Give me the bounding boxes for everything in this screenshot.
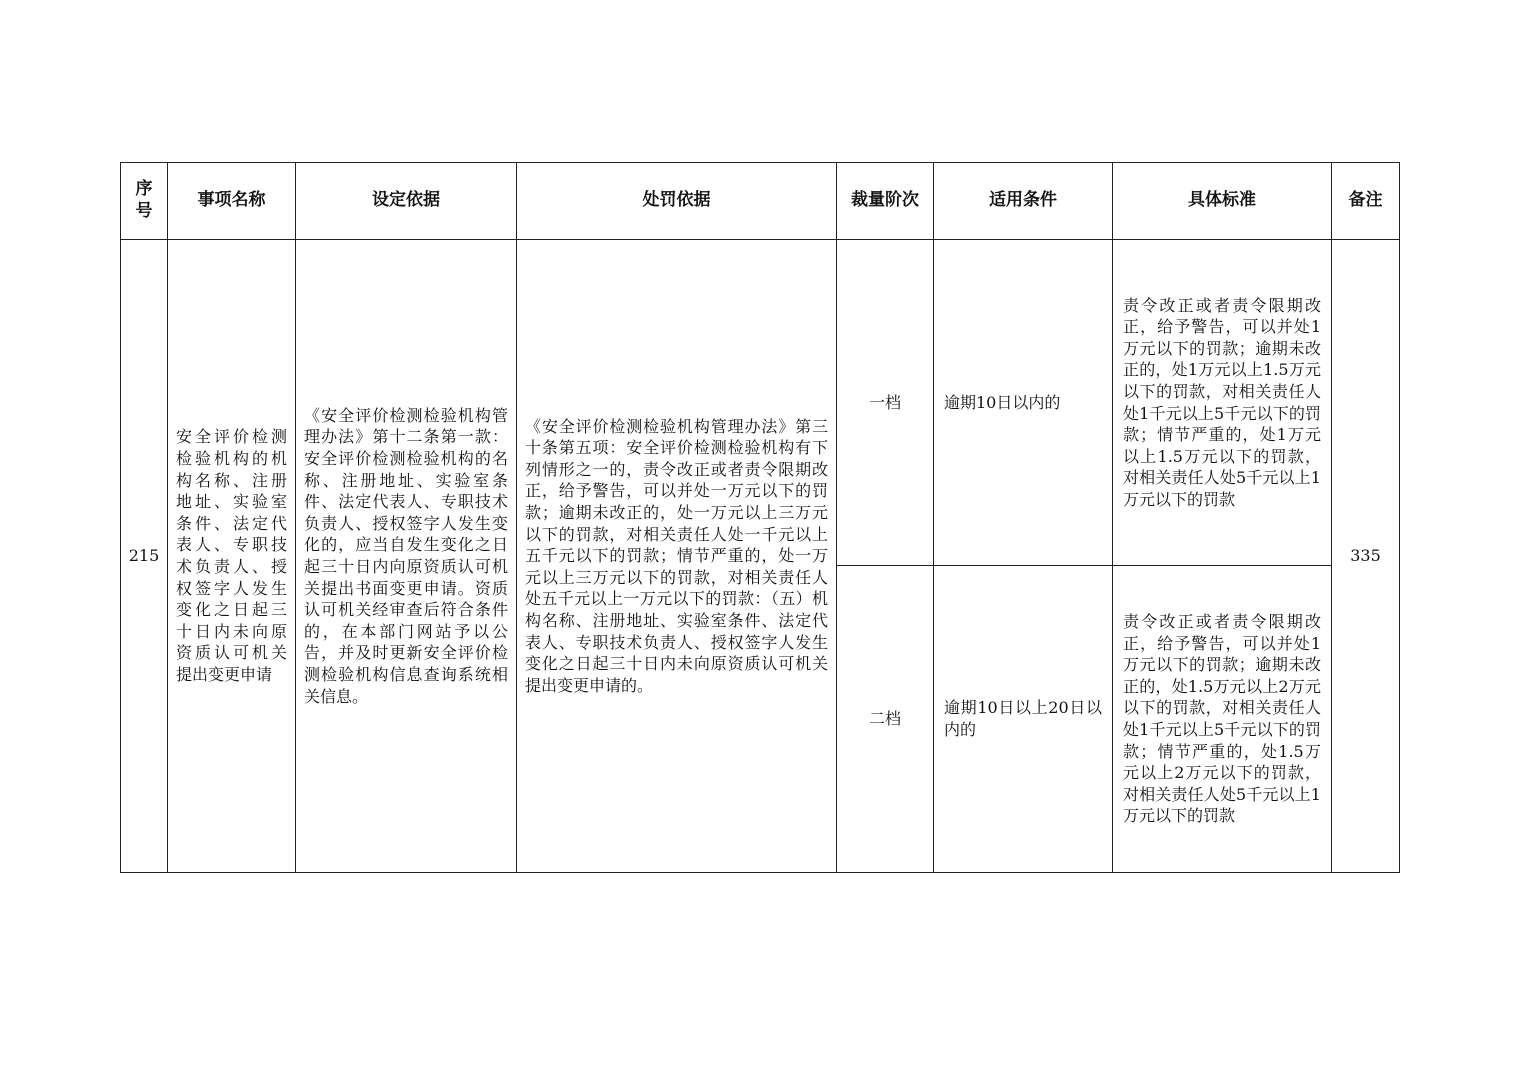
- tier-1-standard: 责令改正或者责令限期改正，给予警告，可以并处1万元以下的罚款；逾期未改正的，处1万元以上1.5万元以下的罚款，对相关责任人处1千元以上5千元以下的罚款；情节严重的，处1万元以上1.5万元以下的罚款，对相关责任人处5千元以上1万元以下的罚款: [1113, 240, 1332, 566]
- row-note: 335: [1332, 240, 1400, 873]
- tier-2-standard: 责令改正或者责令限期改正，给予警告，可以并处1万元以下的罚款；逾期未改正的，处1.5万元以上2万元以下的罚款，对相关责任人处1千元以上5千元以下的罚款；情节严重的，处1.5万元以上2万元以下的罚款，对相关责任人处5千元以上1万元以下的罚款: [1113, 566, 1332, 873]
- header-row: [121, 163, 1400, 240]
- header-seq: 序号: [121, 163, 168, 240]
- row-seq: 215: [121, 240, 168, 873]
- header-condition: 适用条件: [934, 163, 1113, 240]
- tier-1-condition: 逾期10日以内的: [934, 240, 1113, 566]
- tier-2-condition: 逾期10日以上20日以内的: [934, 566, 1113, 873]
- tier-1-level: 一档: [837, 240, 934, 566]
- header-level: 裁量阶次: [837, 163, 934, 240]
- header-basis: 设定依据: [296, 163, 517, 240]
- row-penalty-basis: 《安全评价检测检验机构管理办法》第三十条第五项：安全评价检测检验机构有下列情形之一的，责令改正或者责令限期改正，给予警告，可以并处一万元以下的罚款；逾期未改正的，处一万元以上三万元以下的罚款，对相关责任人处一千元以上五千元以下的罚款；情节严重的，处一万元以上三万元以下的罚款，对相关责任人处五千元以上一万元以下的罚款：（五）机构名称、注册地址、实验室条件、法定代表人、专职技术负责人、授权签字人发生变化之日起三十日内未向原资质认可机关提出变更申请的。: [517, 240, 837, 873]
- header-name: 事项名称: [168, 163, 296, 240]
- header-penalty-basis: 处罚依据: [517, 163, 837, 240]
- header-note: 备注: [1332, 163, 1400, 240]
- table-row: [121, 240, 1400, 566]
- row-setting-basis: 《安全评价检测检验机构管理办法》第十二条第一款：安全评价检测检验机构的名称、注册地址、实验室条件、法定代表人、专职技术负责人、授权签字人发生变化的，应当自发生变化之日起三十日内向原资质认可机关提出书面变更申请。资质认可机关经审查后符合条件的，在本部门网站予以公告，并及时更新安全评价检测检验机构信息查询系统相关信息。: [296, 240, 517, 873]
- penalty-discretion-table: [120, 162, 1400, 873]
- tier-2-level: 二档: [837, 566, 934, 873]
- header-standard: 具体标准: [1113, 163, 1332, 240]
- row-item-name: 安全评价检测检验机构的机构名称、注册地址、实验室条件、法定代表人、专职技术负责人、授权签字人发生变化之日起三十日内未向原资质认可机关提出变更申请: [168, 240, 296, 873]
